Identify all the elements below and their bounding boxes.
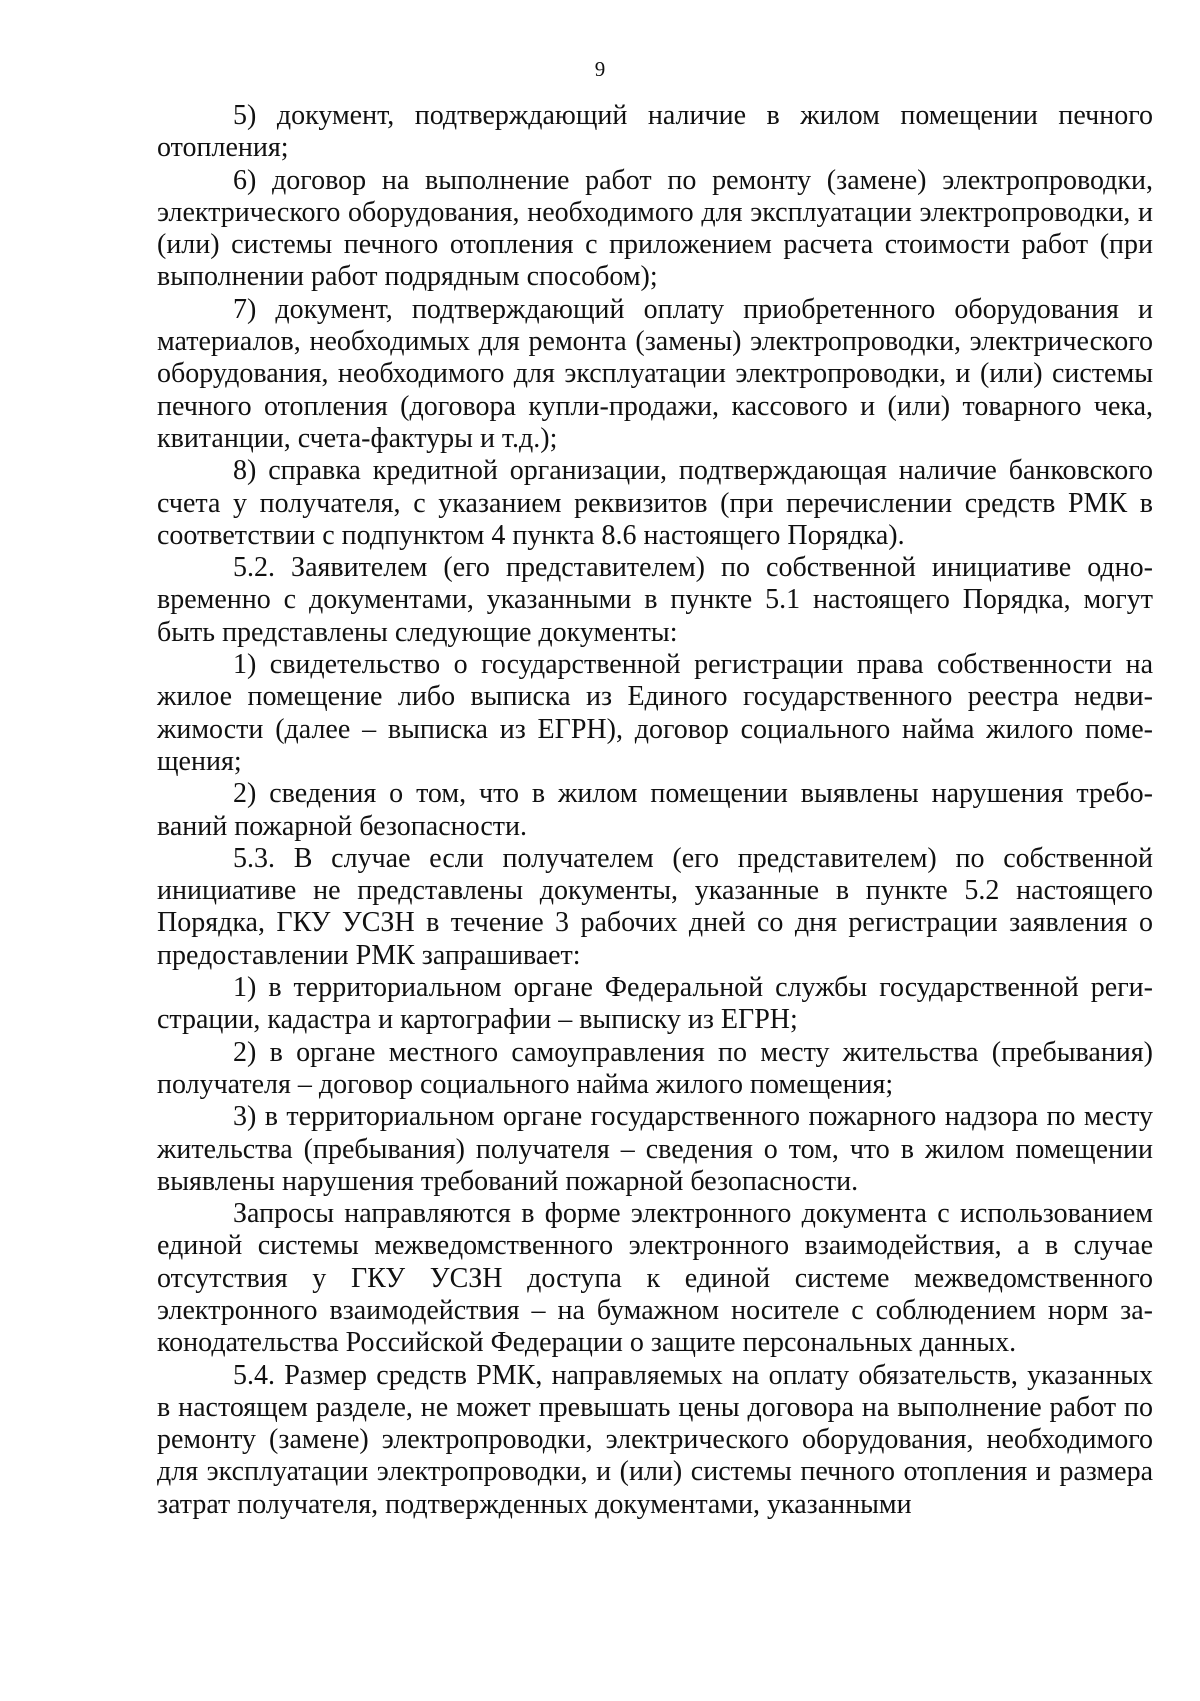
clause-5-3: 5.3. В случае если получателем (его представителем) по собственной инициативе не представлены документы, указанные в пункте 5.2 настоящего Порядка, ГКУ УСЗН в течение 3 рабочих дней со дня регистрации заявления о предоставлении РМК запрашивает: xyxy=(157,842,1153,971)
page-number: 9 xyxy=(594,57,606,81)
list-item-5-stove-heating-document: 5) документ, подтверждающий наличие в жилом помещении печного отопления; xyxy=(157,100,1153,164)
clause-5-3-item-3: 3) в территориальном органе государственного пожарного надзора по месту жительства (пребывания) получателя – сведения о том, что в жилом помещении выявлены нарушения требований пожарной безопасности. xyxy=(157,1101,1153,1197)
clause-5-3-item-1: 1) в территориальном органе Федеральной службы государственной регистрации, кадастра и картографии – выписку из ЕГРН; xyxy=(157,972,1153,1036)
clause-5-2-item-1: 1) свидетельство о государственной регистрации права собственности на жилое помещение либо выписка из Единого государственного реестра недвижимости (далее – выписка из ЕГРН), договор социального найма жилого помещения; xyxy=(157,649,1153,777)
list-item-7-payment-document: 7) документ, подтверждающий оплату приобретенного оборудования и материалов, необходимых для ремонта (замены) электропроводки, электрического оборудования, необходимого для эксплуатации электропроводки, и (или) системы печного отопления (договора купли-продажи, кассового и (или) товарного чека, квитанции, счета-фактуры и т.д.); xyxy=(157,293,1153,454)
clause-5-2-item-2: 2) сведения о том, что в жилом помещении выявлены нарушения требований пожарной безопасности. xyxy=(157,778,1153,842)
list-item-8-bank-certificate: 8) справка кредитной организации, подтверждающая наличие банковского счета у получателя, с указанием реквизитов (при перечислении средств РМК в соответствии с подпунктом 4 пункта 8.6 настоящего Порядка). xyxy=(157,455,1153,551)
document-body xyxy=(157,100,1153,1521)
clause-5-4: 5.4. Размер средств РМК, направляемых на оплату обязательств, указанных в настоящем разделе, не может превышать цены договора на выполнение работ по ремонту (замене) электропроводки, электрического оборудования, необходимого для эксплуатации электропроводки, и (или) системы печного отопления и размера затрат получателя, подтвержденных документами, указанными xyxy=(157,1359,1153,1520)
clause-5-3-item-2: 2) в органе местного самоуправления по месту жительства (пребывания) получателя – договор социального найма жилого помещения; xyxy=(157,1036,1153,1100)
requests-paragraph: Запросы направляются в форме электронного документа с использованием единой системы межведомственного электронного взаимодействия, а в случае отсутствия у ГКУ УСЗН доступа к единой системе межведомственного электронного взаимодействия – на бумажном носителе с соблюдением норм законодательства Российской Федерации о защите персональных данных. xyxy=(157,1198,1153,1359)
list-item-6-repair-contract: 6) договор на выполнение работ по ремонту (замене) электропроводки, электрического оборудования, необходимого для эксплуатации электропроводки, и (или) системы печного отопления с приложением расчета стоимости работ (при выполнении работ подрядным способом); xyxy=(157,164,1153,293)
clause-5-2: 5.2. Заявителем (его представителем) по собственной инициативе одновременно с документами, указанными в пункте 5.1 настоящего Порядка, могут быть представлены следующие документы: xyxy=(157,552,1153,648)
